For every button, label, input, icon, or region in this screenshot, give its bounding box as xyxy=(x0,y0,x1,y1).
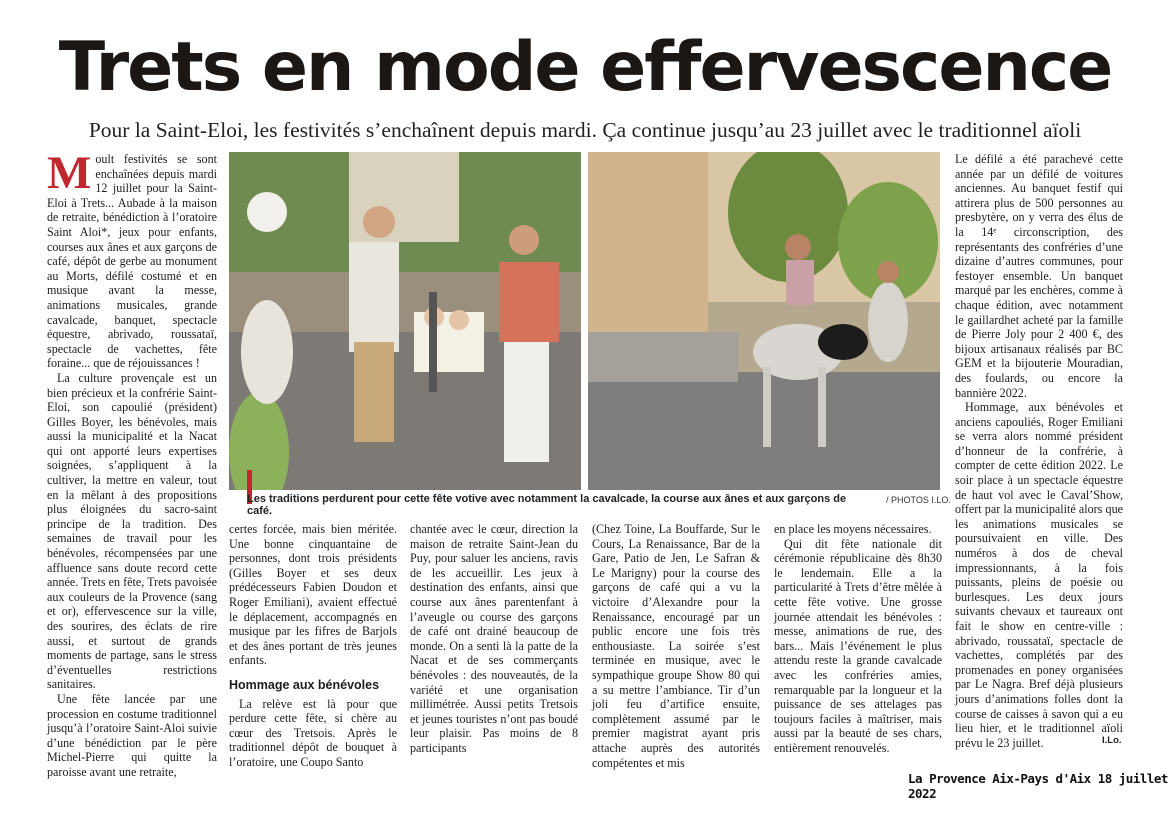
article-column-6 xyxy=(955,152,1123,750)
author-signature: I.Lo. xyxy=(1102,735,1122,746)
paragraph: (Chez Toine, La Bouffarde, Sur le Cours, La Renaissance, Bar de la Gare, Patio de Jen, Le Safran & Le Marigny) pour la course des garçons de café qui a vu la victoire d’Alexandre pour la Renaissance, encouragé par un public encore une fois très enthousiaste. La soirée s’est terminée en musique, avec le sympathique groupe Show 80 qui a su mettre l’ambiance. Tir d’un joli feu d’artifice ensuite, complètement assumé par le premier magistrat ayant pris attache auprès des autorités compétentes et mis xyxy=(592,522,760,770)
photo-credit: / PHOTOS I.LO. xyxy=(886,495,951,505)
section-heading: Hommage aux bénévoles xyxy=(229,677,380,692)
article-column-5 xyxy=(774,522,942,756)
photo-caption: Les traditions perdurent pour cette fête votive avec notamment la cavalcade, la course aux ânes et aux garçons de café. xyxy=(247,493,847,517)
paragraph: chantée avec le cœur, direction la maison de retraite Saint-Jean du Puy, pour saluer les anciens, ravis de les accueillir. Les jeux à destination des enfants, ainsi que course aux ânes parentenfant à l’aveugle ou course des garçons de café ont drainé beaucoup de monde. On a senti là la patte de la Nacat et de ses commerçants bénévoles : des nouveautés, de la variété et une organisation millimétrée. Aussi petits Tretsois et jeunes touristes n’ont pas boudé leur plaisir. Pas moins de 8 participants xyxy=(410,522,578,755)
source-line: La Provence Aix-Pays d'Aix 18 juillet 2022 xyxy=(908,771,1168,801)
photo-horse-riders xyxy=(588,152,940,490)
subheadline: Pour la Saint-Eloi, les festivités s’enchaînent depuis mardi. Ça continue jusqu’au 23 juillet avec le traditionnel aïoli xyxy=(88,118,1082,142)
photo-street-scene-icon xyxy=(229,152,581,490)
article-column-2 xyxy=(229,522,397,770)
paragraph: Une fête lancée par une procession en costume traditionnel jusqu’à l’oratoire Saint-Aloi suivie d’une bénédiction par le père Michel-Pierre qui quitte la paroisse avant une retraite, xyxy=(47,691,217,779)
paragraph: Le défilé a été parachevé cette année par un défilé de voitures anciennes. Au banquet festif qui attirera plus de 500 personnes au presbytère, on y verra des élus de la 14ᵉ circonscription, des représentants des confréries d’une dizaine d’autres communes, pour festoyer ensemble. Un banquet marqué par les enchères, comme à chaque édition, avec notamment le gaillardhet acheté par la famille de Pierre Joly pour 2 400 €, des bijoux artisanaux réalisés par BC GEM et la bijouterie Mouradian, des foulards, ou encore la bannière 2022. xyxy=(955,152,1123,400)
paragraph: Qui dit fête nationale dit cérémonie républicaine dès 8h30 le lendemain. Elle a la particularité à Trets d’être mêlée à cette fête votive. Une grosse journée attendait les bénévoles : messe, animations de rue, des bars... Mais l’événement le plus attendu reste la grande cavalcade avec les confréries amies, remarquable par la longueur et la puissance de ses attelages pas toujours faciles à maîtriser, mais aussi par la beauté de ses chars, entièrement renouvelés. xyxy=(774,536,942,755)
drop-cap: M xyxy=(47,147,92,199)
paragraph: La culture provençale est un bien précieux et la confrérie Saint-Eloi, son capoulié (président) Gilles Boyer, les bénévoles, mais aussi la municipalité et la Nacat qui ont apporté leurs expertises soignées, s’appliquent à la cultiver, la mettre en valeur, tout en la mêlant à des propositions plus éloignées du sacro-saint principe de la tradition. Des semaines de travail pour les bénévoles, récompensées par une affluence sans doute record cette année. Trets en fête, Trets pavoisée aux couleurs de la Provence (sang et or), effervescence sur la ville, des sourires, des éclats de rire aussi, et surtout de grands moments de partage, sans le stress d’éventuelles restrictions sanitaires. xyxy=(47,370,217,692)
article-column-3 xyxy=(410,522,578,756)
photo-cavalcade-costumes xyxy=(229,152,581,490)
paragraph: Hommage, aux bénévoles et anciens capouliés, Roger Emiliani se verra alors nommé président d’honneur de la confrérie, à compter de cette édition 2022. Le soir place à un spectacle équestre de haut vol avec le Caval’Show, offert par la municipalité alors que les animations musicales se poursuivaient en ville. Des numéros à dos de cheval impressionnants, à la fois puissants, pleins de poésie ou burlesques. Les deux jours suivants chevaux et taureaux ont fait le show en centre-ville : abrivado, roussataï, spectacle de vachettes, complétés par des promenades en poney organisées par Le Nagra. Bref déjà plusieurs jours d’animations folles dont la course de caisses à savon qui a eu lieu hier, et le traditionnel aïoli prévu le 23 juillet. xyxy=(955,400,1123,750)
photo-horses-icon xyxy=(588,152,940,490)
paragraph: certes forcée, mais bien méritée. Une bonne cinquantaine de personnes, dont trois présidents (Gilles Boyer et ses deux prédécesseurs Fabien Doudon et Roger Emiliani), avaient effectué le déplacement, accompagnés en musique par les fifres de Barjols et des ânes portant de très jeunes enfants. xyxy=(229,522,397,668)
paragraph: La relève est là pour que perdure cette fête, si chère au cœur des Tretsois. Après le traditionnel dépôt de bouquet à l’oratoire, une Coupo Santo xyxy=(229,696,397,769)
paragraph: en place les moyens nécessaires. xyxy=(774,522,932,536)
paragraph xyxy=(47,147,217,371)
article-column-1 xyxy=(47,147,217,780)
headline: Trets en mode effervescence xyxy=(58,28,1112,107)
paragraph-text: oult festivités se sont enchaînées depuis mardi 12 juillet pour la Saint-Eloi à Trets... Aubade à la maison de retraite, bénédiction à l’oratoire Saint Aloi*, jeux pour enfants, courses aux ânes et aux garçons de café, dépôt de gerbe au monument au Morts, défilé costumé et en musique avant la messe, animations musicales, grande cavalcade, banquet, spectacle équestre, abrivado, roussataï, spectacle de vachettes, fête foraine... que de réjouissances ! xyxy=(47,152,217,371)
article-column-4 xyxy=(592,522,760,770)
